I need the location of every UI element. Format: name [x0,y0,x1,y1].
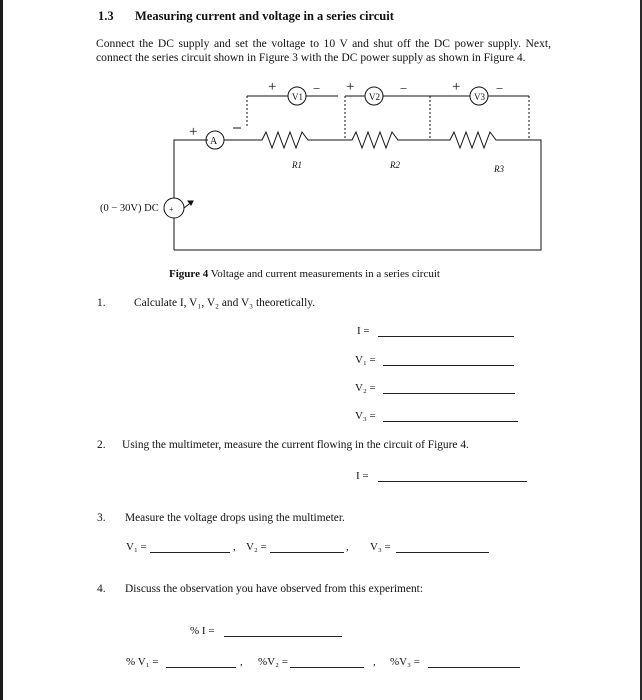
q2-i-blank[interactable] [378,481,527,482]
q1-v3-label: V₃ = [355,410,376,422]
v3-plus-sign: + [452,79,461,95]
section-title: Measuring current and voltage in a series circuit [135,9,394,23]
resistor-r2-shape [345,132,430,148]
v2-plus-sign: + [346,79,355,95]
q3-sep-1: , [233,541,236,553]
q3-text: Measure the voltage drops using the multimeter. [125,512,345,524]
source-label: (0 − 30V) DC [100,203,159,214]
section-number: 1.3 [98,9,114,23]
q1-v3-blank[interactable] [383,421,518,422]
q3-v1-blank[interactable] [150,552,230,553]
v1-plus-sign: + [268,79,277,95]
q4-pv3-blank[interactable] [428,667,520,668]
q1-v2-blank[interactable] [383,393,515,394]
q4-text: Discuss the observation you have observed from this experiment: [125,583,423,595]
wire-left-top [174,140,208,198]
q4-sep-2: , [373,656,376,668]
q4-pi-blank[interactable] [224,636,342,637]
q2-number: 2. [97,439,106,451]
q4-sep-1: , [240,656,243,668]
resistor-r3-shape [430,132,529,148]
r2-label: R2 [390,160,400,170]
dc-source-circle [164,198,184,218]
q4-pv1-label: % V₁ = [126,656,159,668]
q1-i-blank[interactable] [378,336,514,337]
r1-label: R1 [292,160,302,170]
figure-caption [169,268,440,280]
v2-label: V2 [369,92,380,102]
q3-v2-label: V₂ = [246,541,267,553]
q3-v3-blank[interactable] [396,552,489,553]
resistor-r1-shape [240,132,345,148]
q3-v1-label: V₁ = [126,541,147,553]
q2-i-label: I = [356,470,369,482]
wire-bottom-right [174,140,541,250]
q3-sep-2: , [346,541,349,553]
figure-label: Figure 4 [169,268,209,280]
source-plus-sign: + [169,205,174,214]
v1-label: V1 [292,92,303,102]
ammeter-plus-sign: + [189,124,198,140]
q4-pv3-label: %V₃ = [390,656,420,668]
q1-v1-label: V₁ = [355,354,376,366]
q2-text: Using the multimeter, measure the current flowing in the circuit of Figure 4. [122,439,469,451]
intro-paragraph: Connect the DC supply and set the voltage to 10 V and shut off the DC power supply. Next, connect the series circuit shown in Figure 3 with the DC power supply as shown in Figure 4. [96,37,551,64]
q4-pv2-blank[interactable] [290,667,364,668]
r3-label: R3 [494,164,504,174]
q1-v2-label: V₂ = [355,382,376,394]
q1-number: 1. [97,297,106,309]
v2-minus-sign: − [400,81,408,96]
q3-v3-label: V₃ = [370,541,391,553]
q1-text: Calculate I, V₁, V₂ and V₃ theoretically. [134,297,316,309]
q4-number: 4. [97,583,106,595]
q3-number: 3. [97,512,106,524]
q4-pv1-blank[interactable] [166,667,236,668]
v3-minus-sign: − [496,81,504,96]
q3-v2-blank[interactable] [270,552,344,553]
figure-caption-text: Voltage and current measurements in a series circuit [208,268,440,280]
q4-pv2-label: %V₂ = [258,656,288,668]
ammeter-label: A [210,136,218,147]
v3-label: V3 [474,92,485,102]
q4-pi-label: % I = [190,625,215,637]
q1-v1-blank[interactable] [383,365,514,366]
v1-minus-sign: − [313,81,321,96]
q1-i-label: I = [357,325,370,337]
